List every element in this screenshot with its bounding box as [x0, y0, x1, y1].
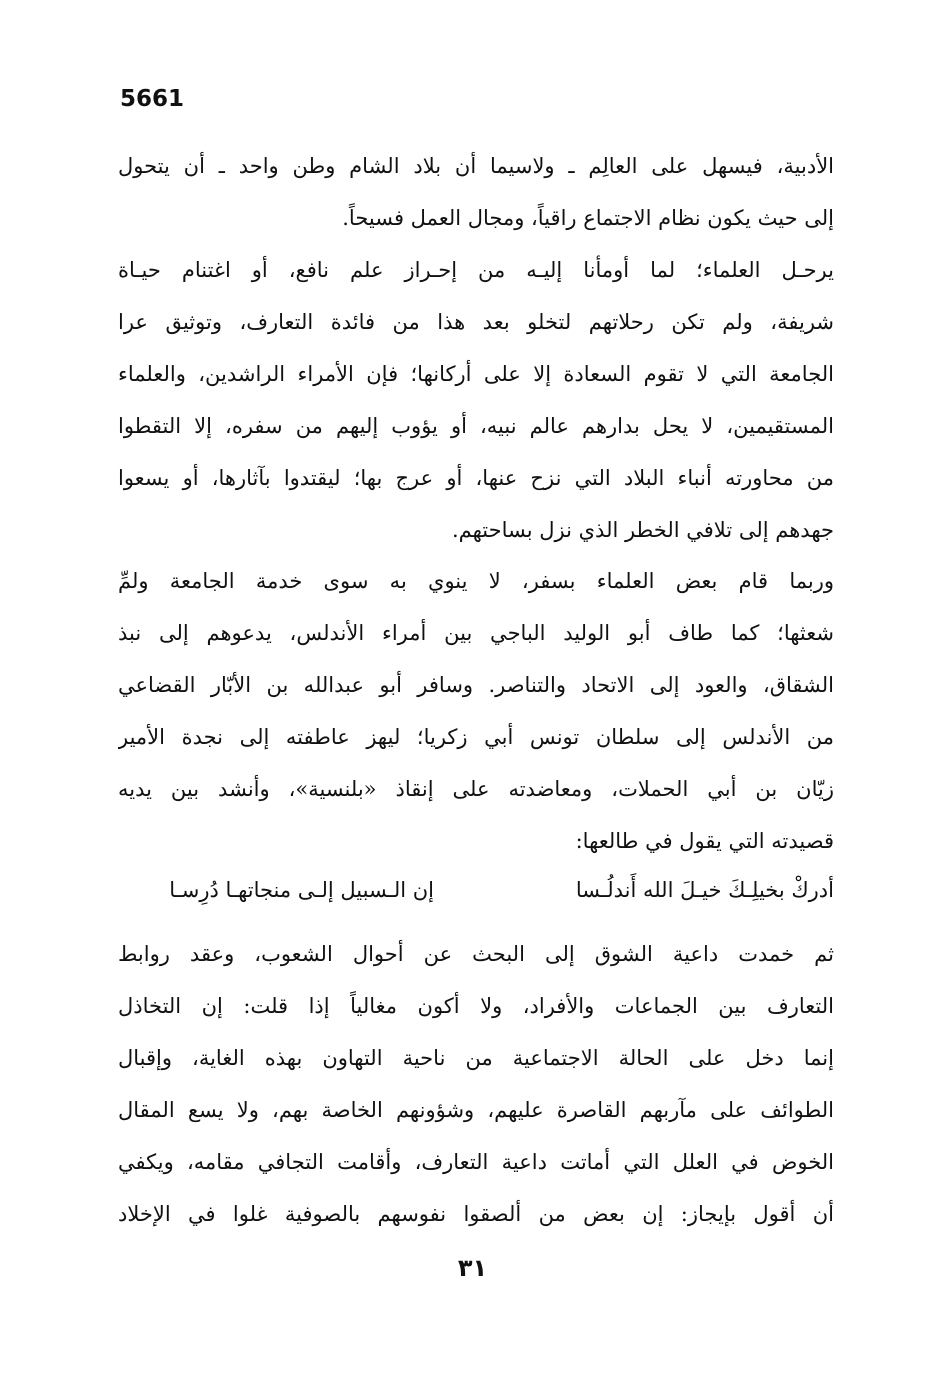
paragraph-2: [118, 244, 834, 556]
text-line: زيّان بن أبي الحملات، ومعاضدته على إنقاذ «بلنسية»، وأنشد بين يديه: [118, 777, 834, 801]
text-line: ثم خمدت داعية الشوق إلى البحث عن أحوال الشعوب، وعقد روابط: [118, 942, 834, 966]
verse-second-hemistich: إن الـسبيل إلـى منجاتهـا دُرِسـا: [169, 878, 434, 902]
text-line: التعارف بين الجماعات والأفراد، ولا أكون مغالياً إذا قلت: إن التخاذل: [118, 994, 834, 1018]
text-line: قصيدته التي يقول في طالعها:: [575, 829, 834, 853]
text-line: يرحـل العلماء؛ لما أومأنا إليـه من إحـراز علم نافع، أو اغتنام حيـاة: [118, 258, 834, 282]
text-line: شعثها؛ كما طاف أبو الوليد الباجي بين أمراء الأندلس، يدعوهم إلى نبذ: [118, 621, 834, 645]
poetry-verse: [118, 864, 834, 916]
paragraph-3: [118, 555, 834, 867]
text-line: من الأندلس إلى سلطان تونس أبي زكريا؛ ليهز عاطفته إلى نجدة الأمير: [118, 725, 834, 749]
text-line: الشقاق، والعود إلى الاتحاد والتناصر. وسافر أبو عبدالله بن الأبّار القضاعي: [118, 673, 834, 697]
text-line: إنما دخل على الحالة الاجتماعية من ناحية التهاون بهذه الغاية، وإقبال: [118, 1046, 834, 1070]
text-line: الأدبية، فيسهل على العالِم ـ ولاسيما أن بلاد الشام وطن واحد ـ أن يتحول: [118, 154, 834, 178]
text-line: الجامعة التي لا تقوم السعادة إلا على أركانها؛ فإن الأمراء الراشدين، والعلماء: [118, 362, 834, 386]
text-line: جهدهم إلى تلافي الخطر الذي نزل بساحتهم.: [451, 518, 834, 542]
paragraph-1: [118, 140, 834, 244]
verse-first-hemistich: أدركْ بخيلِـكَ خيـلَ الله أَندلُـسا: [575, 878, 834, 902]
paragraph-4: [118, 928, 834, 1240]
page-id-label: 5661: [120, 86, 185, 112]
text-line: الخوض في العلل التي أماتت داعية التعارف، وأقامت التجافي مقامه، ويكفي: [118, 1150, 834, 1174]
text-line: شريفة، ولم تكن رحلاتهم لتخلو بعد هذا من فائدة التعارف، وتوثيق عرا: [118, 310, 834, 334]
text-line: أن أقول بإيجاز: إن بعض من ألصقوا نفوسهم بالصوفية غلوا في الإخلاد: [118, 1202, 834, 1226]
text-line: الطوائف على مآربهم القاصرة عليهم، وشؤونهم الخاصة بهم، ولا يسع المقال: [118, 1098, 834, 1122]
text-line: المستقيمين، لا يحل بدارهم عالم نبيه، أو يؤوب إليهم من سفره، إلا التقطوا: [118, 414, 834, 438]
text-line: وربما قام بعض العلماء بسفر، لا ينوي به سوى خدمة الجامعة ولمِّ: [118, 569, 834, 593]
text-line: من محاورته أنباء البلاد التي نزح عنها، أو عرج بها؛ ليقتدوا بآثارها، أو يسعوا: [118, 466, 834, 490]
text-line: إلى حيث يكون نظام الاجتماع راقياً، ومجال العمل فسيحاً.: [342, 206, 834, 230]
page-number: ٣١: [457, 1254, 488, 1282]
